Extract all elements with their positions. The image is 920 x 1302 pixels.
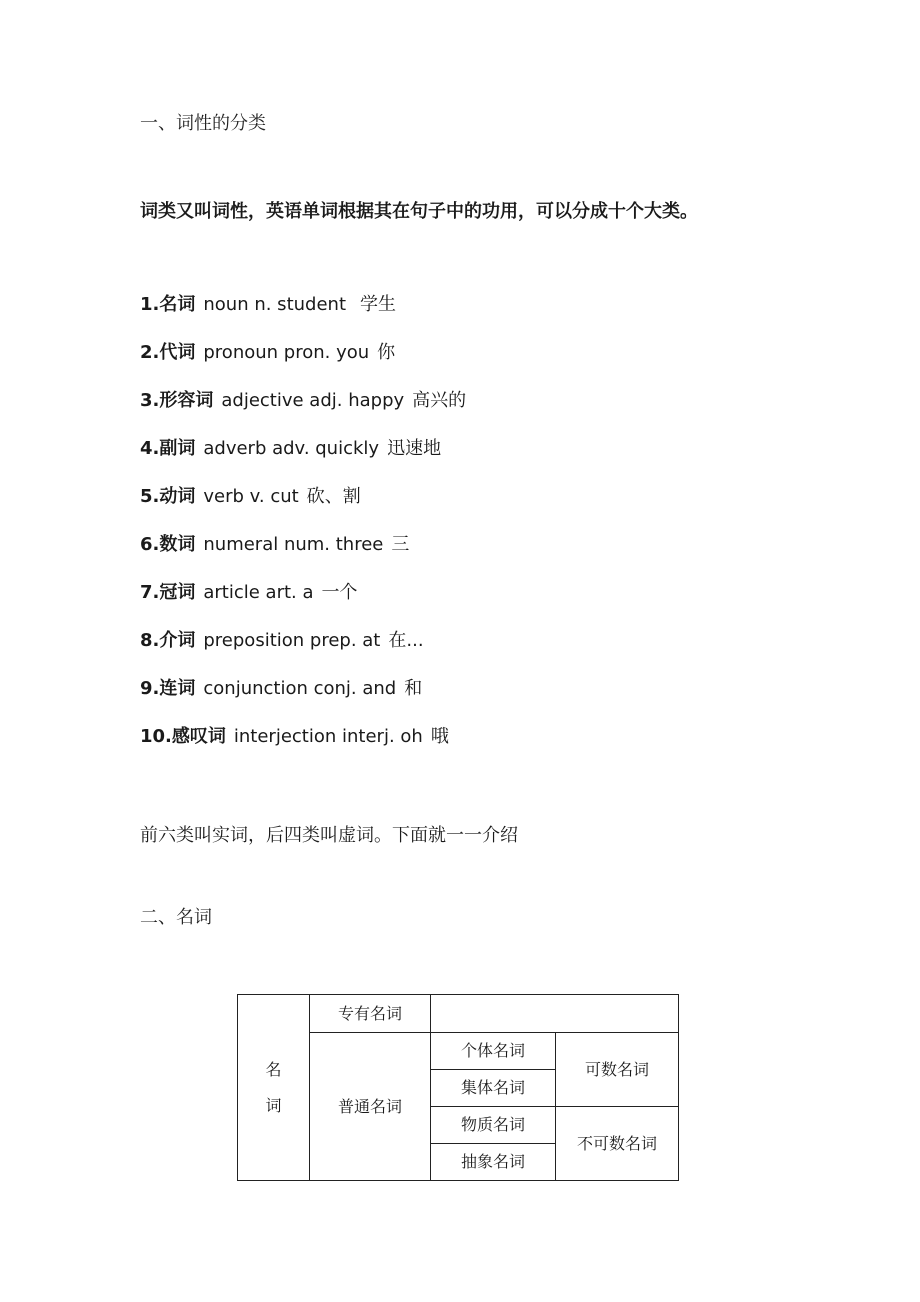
pos-english: conjunction conj. and <box>203 678 397 699</box>
abstract-noun-cell: 抽象名词 <box>431 1144 556 1181</box>
section1-title: 一、词性的分类 <box>140 113 266 134</box>
section2-title: 二、名词 <box>140 907 212 928</box>
pos-english: adjective adj. happy <box>221 390 405 411</box>
pos-number: 1.名词 <box>140 294 196 315</box>
summary-paragraph: 前六类叫实词，后四类叫虚词。下面就一一介绍 <box>140 825 518 846</box>
pos-chinese: 砍、割 <box>306 486 361 507</box>
pos-number: 7.冠词 <box>140 582 196 603</box>
common-noun-cell: 普通名词 <box>310 1033 431 1181</box>
pos-number: 2.代词 <box>140 342 196 363</box>
pos-english: interjection interj. oh <box>233 726 423 747</box>
pos-number: 8.介词 <box>140 630 196 651</box>
pos-number: 10.感叹词 <box>140 726 226 747</box>
list-item <box>140 341 395 365</box>
list-item <box>140 725 449 749</box>
pos-english: adverb adv. quickly <box>203 438 380 459</box>
pos-chinese: 学生 <box>360 294 396 315</box>
list-item <box>140 293 396 317</box>
countable-noun-cell: 可数名词 <box>556 1033 679 1107</box>
root-char-2: 词 <box>265 1095 282 1115</box>
pos-chinese: 高兴的 <box>412 390 467 411</box>
pos-number: 5.动词 <box>140 486 196 507</box>
pos-number: 9.连词 <box>140 678 196 699</box>
pos-english: article art. a <box>203 582 314 603</box>
pos-chinese: 迅速地 <box>387 438 442 459</box>
pos-chinese: 一个 <box>321 582 358 603</box>
list-item <box>140 533 409 557</box>
pos-chinese: 你 <box>377 342 396 363</box>
list-item <box>140 581 358 605</box>
noun-root-cell <box>238 995 310 1181</box>
list-item <box>140 485 361 509</box>
collective-noun-cell: 集体名词 <box>431 1070 556 1107</box>
pos-number: 4.副词 <box>140 438 196 459</box>
pos-chinese: 和 <box>404 678 423 699</box>
material-noun-cell: 物质名词 <box>431 1107 556 1144</box>
individual-noun-cell: 个体名词 <box>431 1033 556 1070</box>
pos-english: pronoun pron. you <box>203 342 370 363</box>
proper-noun-cell: 专有名词 <box>310 995 431 1033</box>
root-char-1: 名 <box>265 1059 282 1079</box>
list-item <box>140 389 466 413</box>
list-item <box>140 677 422 701</box>
pos-chinese: 三 <box>391 534 410 555</box>
pos-number: 3.形容词 <box>140 390 214 411</box>
pos-chinese: 在... <box>388 630 424 651</box>
pos-english: noun n. student <box>203 294 346 315</box>
list-item <box>140 437 441 461</box>
pos-english: verb v. cut <box>203 486 299 507</box>
noun-classification-table <box>237 994 679 1181</box>
pos-chinese: 哦 <box>430 726 449 747</box>
pos-english: preposition prep. at <box>203 630 381 651</box>
empty-cell <box>431 995 679 1033</box>
intro-paragraph: 词类又叫词性，英语单词根据其在句子中的功用，可以分成十个大类。 <box>140 201 698 222</box>
pos-english: numeral num. three <box>203 534 384 555</box>
uncountable-noun-cell: 不可数名词 <box>556 1107 679 1181</box>
pos-number: 6.数词 <box>140 534 196 555</box>
list-item <box>140 629 424 653</box>
